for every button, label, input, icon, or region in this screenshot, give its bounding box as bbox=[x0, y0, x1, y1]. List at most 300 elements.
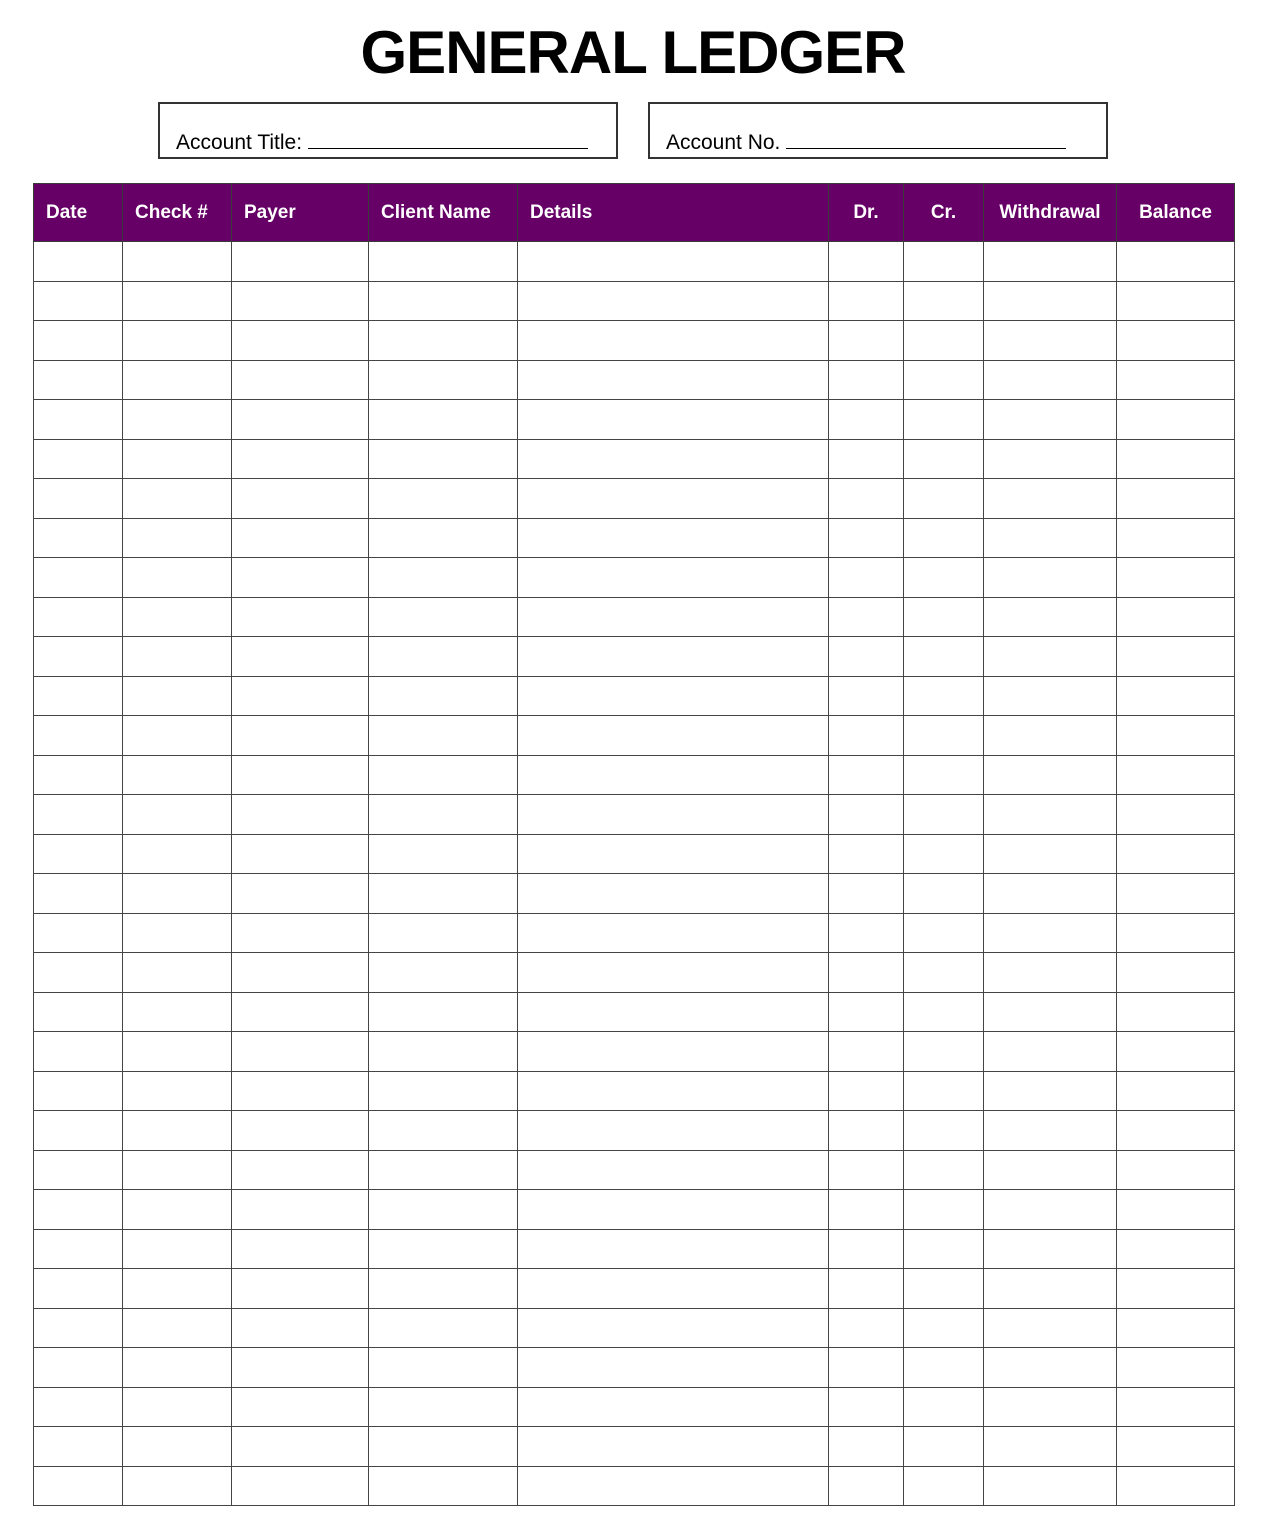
cell-client-name[interactable] bbox=[369, 1111, 518, 1151]
cell-details[interactable] bbox=[518, 1071, 829, 1111]
table-row bbox=[34, 597, 1235, 637]
cell-date[interactable] bbox=[34, 479, 123, 519]
cell-payer[interactable] bbox=[232, 1387, 369, 1427]
cell-cr[interactable] bbox=[904, 242, 984, 282]
cell-client-name[interactable] bbox=[369, 953, 518, 993]
cell-client-name[interactable] bbox=[369, 1032, 518, 1072]
cell-check[interactable] bbox=[123, 360, 232, 400]
cell-dr[interactable] bbox=[829, 439, 904, 479]
cell-withdrawal[interactable] bbox=[984, 479, 1117, 519]
cell-withdrawal[interactable] bbox=[984, 281, 1117, 321]
cell-date[interactable] bbox=[34, 834, 123, 874]
cell-withdrawal[interactable] bbox=[984, 1032, 1117, 1072]
cell-check[interactable] bbox=[123, 1150, 232, 1190]
cell-withdrawal[interactable] bbox=[984, 1269, 1117, 1309]
cell-dr[interactable] bbox=[829, 518, 904, 558]
cell-details[interactable] bbox=[518, 795, 829, 835]
cell-client-name[interactable] bbox=[369, 242, 518, 282]
cell-balance[interactable] bbox=[1117, 637, 1235, 677]
cell-client-name[interactable] bbox=[369, 795, 518, 835]
cell-client-name[interactable] bbox=[369, 1466, 518, 1506]
cell-check[interactable] bbox=[123, 755, 232, 795]
cell-cr[interactable] bbox=[904, 518, 984, 558]
cell-check[interactable] bbox=[123, 479, 232, 519]
cell-date[interactable] bbox=[34, 795, 123, 835]
cell-client-name[interactable] bbox=[369, 479, 518, 519]
cell-cr[interactable] bbox=[904, 1348, 984, 1388]
cell-dr[interactable] bbox=[829, 1150, 904, 1190]
cell-dr[interactable] bbox=[829, 1348, 904, 1388]
cell-payer[interactable] bbox=[232, 439, 369, 479]
cell-client-name[interactable] bbox=[369, 913, 518, 953]
cell-client-name[interactable] bbox=[369, 321, 518, 361]
cell-check[interactable] bbox=[123, 913, 232, 953]
cell-check[interactable] bbox=[123, 1269, 232, 1309]
cell-details[interactable] bbox=[518, 637, 829, 677]
cell-dr[interactable] bbox=[829, 992, 904, 1032]
cell-payer[interactable] bbox=[232, 1308, 369, 1348]
cell-withdrawal[interactable] bbox=[984, 992, 1117, 1032]
cell-balance[interactable] bbox=[1117, 834, 1235, 874]
cell-withdrawal[interactable] bbox=[984, 1308, 1117, 1348]
cell-payer[interactable] bbox=[232, 518, 369, 558]
cell-cr[interactable] bbox=[904, 479, 984, 519]
cell-details[interactable] bbox=[518, 1150, 829, 1190]
cell-cr[interactable] bbox=[904, 439, 984, 479]
cell-check[interactable] bbox=[123, 518, 232, 558]
cell-withdrawal[interactable] bbox=[984, 637, 1117, 677]
cell-check[interactable] bbox=[123, 321, 232, 361]
cell-client-name[interactable] bbox=[369, 874, 518, 914]
cell-withdrawal[interactable] bbox=[984, 1387, 1117, 1427]
cell-balance[interactable] bbox=[1117, 1387, 1235, 1427]
cell-cr[interactable] bbox=[904, 953, 984, 993]
column-header-dr: Dr. bbox=[829, 184, 904, 242]
cell-client-name[interactable] bbox=[369, 1229, 518, 1269]
cell-withdrawal[interactable] bbox=[984, 360, 1117, 400]
cell-client-name[interactable] bbox=[369, 1071, 518, 1111]
cell-client-name[interactable] bbox=[369, 716, 518, 756]
cell-check[interactable] bbox=[123, 637, 232, 677]
cell-date[interactable] bbox=[34, 676, 123, 716]
cell-check[interactable] bbox=[123, 1190, 232, 1230]
cell-dr[interactable] bbox=[829, 795, 904, 835]
cell-details[interactable] bbox=[518, 400, 829, 440]
cell-dr[interactable] bbox=[829, 716, 904, 756]
cell-withdrawal[interactable] bbox=[984, 874, 1117, 914]
cell-details[interactable] bbox=[518, 1269, 829, 1309]
cell-payer[interactable] bbox=[232, 1348, 369, 1388]
cell-details[interactable] bbox=[518, 439, 829, 479]
table-row bbox=[34, 1348, 1235, 1388]
cell-payer[interactable] bbox=[232, 242, 369, 282]
cell-balance[interactable] bbox=[1117, 953, 1235, 993]
cell-cr[interactable] bbox=[904, 992, 984, 1032]
cell-cr[interactable] bbox=[904, 834, 984, 874]
cell-details[interactable] bbox=[518, 834, 829, 874]
cell-client-name[interactable] bbox=[369, 676, 518, 716]
cell-date[interactable] bbox=[34, 400, 123, 440]
cell-details[interactable] bbox=[518, 1466, 829, 1506]
cell-details[interactable] bbox=[518, 518, 829, 558]
cell-balance[interactable] bbox=[1117, 1466, 1235, 1506]
cell-payer[interactable] bbox=[232, 1111, 369, 1151]
cell-date[interactable] bbox=[34, 1269, 123, 1309]
table-row bbox=[34, 439, 1235, 479]
cell-dr[interactable] bbox=[829, 637, 904, 677]
cell-details[interactable] bbox=[518, 953, 829, 993]
cell-cr[interactable] bbox=[904, 1308, 984, 1348]
cell-balance[interactable] bbox=[1117, 281, 1235, 321]
cell-cr[interactable] bbox=[904, 1269, 984, 1309]
cell-check[interactable] bbox=[123, 992, 232, 1032]
cell-check[interactable] bbox=[123, 439, 232, 479]
cell-payer[interactable] bbox=[232, 1466, 369, 1506]
cell-balance[interactable] bbox=[1117, 874, 1235, 914]
cell-details[interactable] bbox=[518, 479, 829, 519]
cell-payer[interactable] bbox=[232, 953, 369, 993]
cell-check[interactable] bbox=[123, 1348, 232, 1388]
cell-date[interactable] bbox=[34, 1466, 123, 1506]
cell-client-name[interactable] bbox=[369, 834, 518, 874]
cell-date[interactable] bbox=[34, 1071, 123, 1111]
cell-check[interactable] bbox=[123, 1071, 232, 1111]
cell-withdrawal[interactable] bbox=[984, 558, 1117, 598]
cell-client-name[interactable] bbox=[369, 1150, 518, 1190]
cell-dr[interactable] bbox=[829, 953, 904, 993]
cell-details[interactable] bbox=[518, 1348, 829, 1388]
cell-cr[interactable] bbox=[904, 716, 984, 756]
cell-details[interactable] bbox=[518, 321, 829, 361]
cell-payer[interactable] bbox=[232, 992, 369, 1032]
cell-details[interactable] bbox=[518, 1111, 829, 1151]
cell-client-name[interactable] bbox=[369, 518, 518, 558]
cell-date[interactable] bbox=[34, 1150, 123, 1190]
cell-cr[interactable] bbox=[904, 1427, 984, 1467]
cell-payer[interactable] bbox=[232, 400, 369, 440]
cell-client-name[interactable] bbox=[369, 1387, 518, 1427]
cell-balance[interactable] bbox=[1117, 597, 1235, 637]
cell-date[interactable] bbox=[34, 913, 123, 953]
cell-balance[interactable] bbox=[1117, 1229, 1235, 1269]
cell-dr[interactable] bbox=[829, 1387, 904, 1427]
cell-client-name[interactable] bbox=[369, 992, 518, 1032]
cell-balance[interactable] bbox=[1117, 1269, 1235, 1309]
cell-details[interactable] bbox=[518, 1190, 829, 1230]
cell-payer[interactable] bbox=[232, 755, 369, 795]
cell-payer[interactable] bbox=[232, 360, 369, 400]
cell-dr[interactable] bbox=[829, 597, 904, 637]
cell-dr[interactable] bbox=[829, 1071, 904, 1111]
cell-date[interactable] bbox=[34, 1308, 123, 1348]
cell-payer[interactable] bbox=[232, 1071, 369, 1111]
cell-balance[interactable] bbox=[1117, 1111, 1235, 1151]
cell-date[interactable] bbox=[34, 360, 123, 400]
cell-details[interactable] bbox=[518, 558, 829, 598]
cell-withdrawal[interactable] bbox=[984, 1190, 1117, 1230]
cell-payer[interactable] bbox=[232, 676, 369, 716]
cell-withdrawal[interactable] bbox=[984, 400, 1117, 440]
cell-check[interactable] bbox=[123, 1387, 232, 1427]
cell-details[interactable] bbox=[518, 242, 829, 282]
cell-check[interactable] bbox=[123, 1308, 232, 1348]
cell-balance[interactable] bbox=[1117, 400, 1235, 440]
cell-cr[interactable] bbox=[904, 874, 984, 914]
cell-check[interactable] bbox=[123, 597, 232, 637]
cell-balance[interactable] bbox=[1117, 1348, 1235, 1388]
cell-balance[interactable] bbox=[1117, 795, 1235, 835]
cell-cr[interactable] bbox=[904, 1387, 984, 1427]
cell-dr[interactable] bbox=[829, 1269, 904, 1309]
cell-balance[interactable] bbox=[1117, 913, 1235, 953]
cell-cr[interactable] bbox=[904, 637, 984, 677]
cell-cr[interactable] bbox=[904, 558, 984, 598]
cell-cr[interactable] bbox=[904, 795, 984, 835]
cell-date[interactable] bbox=[34, 1032, 123, 1072]
cell-date[interactable] bbox=[34, 439, 123, 479]
cell-client-name[interactable] bbox=[369, 1427, 518, 1467]
cell-payer[interactable] bbox=[232, 795, 369, 835]
account-title-blank[interactable] bbox=[308, 130, 588, 149]
cell-withdrawal[interactable] bbox=[984, 716, 1117, 756]
table-row bbox=[34, 1111, 1235, 1151]
cell-payer[interactable] bbox=[232, 637, 369, 677]
cell-cr[interactable] bbox=[904, 360, 984, 400]
cell-check[interactable] bbox=[123, 834, 232, 874]
cell-cr[interactable] bbox=[904, 281, 984, 321]
cell-balance[interactable] bbox=[1117, 1150, 1235, 1190]
cell-date[interactable] bbox=[34, 1111, 123, 1151]
cell-details[interactable] bbox=[518, 281, 829, 321]
cell-check[interactable] bbox=[123, 558, 232, 598]
cell-balance[interactable] bbox=[1117, 321, 1235, 361]
cell-cr[interactable] bbox=[904, 1190, 984, 1230]
cell-withdrawal[interactable] bbox=[984, 1348, 1117, 1388]
cell-date[interactable] bbox=[34, 281, 123, 321]
cell-balance[interactable] bbox=[1117, 242, 1235, 282]
cell-balance[interactable] bbox=[1117, 558, 1235, 598]
cell-dr[interactable] bbox=[829, 1308, 904, 1348]
cell-date[interactable] bbox=[34, 716, 123, 756]
cell-check[interactable] bbox=[123, 1229, 232, 1269]
cell-check[interactable] bbox=[123, 1111, 232, 1151]
cell-payer[interactable] bbox=[232, 1190, 369, 1230]
cell-date[interactable] bbox=[34, 558, 123, 598]
cell-dr[interactable] bbox=[829, 1427, 904, 1467]
cell-client-name[interactable] bbox=[369, 558, 518, 598]
account-number-blank[interactable] bbox=[786, 130, 1066, 149]
cell-withdrawal[interactable] bbox=[984, 1150, 1117, 1190]
cell-withdrawal[interactable] bbox=[984, 913, 1117, 953]
cell-payer[interactable] bbox=[232, 281, 369, 321]
cell-withdrawal[interactable] bbox=[984, 676, 1117, 716]
cell-withdrawal[interactable] bbox=[984, 795, 1117, 835]
cell-balance[interactable] bbox=[1117, 1190, 1235, 1230]
cell-dr[interactable] bbox=[829, 400, 904, 440]
cell-date[interactable] bbox=[34, 992, 123, 1032]
cell-client-name[interactable] bbox=[369, 400, 518, 440]
cell-payer[interactable] bbox=[232, 1229, 369, 1269]
cell-check[interactable] bbox=[123, 676, 232, 716]
cell-cr[interactable] bbox=[904, 321, 984, 361]
cell-client-name[interactable] bbox=[369, 1348, 518, 1388]
account-title-field[interactable] bbox=[176, 130, 588, 155]
cell-check[interactable] bbox=[123, 953, 232, 993]
cell-withdrawal[interactable] bbox=[984, 834, 1117, 874]
cell-cr[interactable] bbox=[904, 1111, 984, 1151]
cell-balance[interactable] bbox=[1117, 1032, 1235, 1072]
cell-cr[interactable] bbox=[904, 1032, 984, 1072]
cell-payer[interactable] bbox=[232, 1269, 369, 1309]
cell-withdrawal[interactable] bbox=[984, 518, 1117, 558]
cell-date[interactable] bbox=[34, 1427, 123, 1467]
cell-details[interactable] bbox=[518, 874, 829, 914]
cell-dr[interactable] bbox=[829, 1032, 904, 1072]
cell-balance[interactable] bbox=[1117, 1427, 1235, 1467]
cell-check[interactable] bbox=[123, 1427, 232, 1467]
cell-payer[interactable] bbox=[232, 716, 369, 756]
cell-details[interactable] bbox=[518, 1229, 829, 1269]
cell-payer[interactable] bbox=[232, 913, 369, 953]
cell-dr[interactable] bbox=[829, 558, 904, 598]
cell-client-name[interactable] bbox=[369, 1269, 518, 1309]
cell-cr[interactable] bbox=[904, 1071, 984, 1111]
cell-details[interactable] bbox=[518, 1387, 829, 1427]
cell-date[interactable] bbox=[34, 755, 123, 795]
cell-check[interactable] bbox=[123, 1466, 232, 1506]
cell-details[interactable] bbox=[518, 676, 829, 716]
cell-date[interactable] bbox=[34, 1229, 123, 1269]
cell-details[interactable] bbox=[518, 755, 829, 795]
cell-dr[interactable] bbox=[829, 281, 904, 321]
cell-client-name[interactable] bbox=[369, 1308, 518, 1348]
cell-balance[interactable] bbox=[1117, 716, 1235, 756]
cell-client-name[interactable] bbox=[369, 637, 518, 677]
cell-payer[interactable] bbox=[232, 874, 369, 914]
cell-dr[interactable] bbox=[829, 1190, 904, 1230]
cell-details[interactable] bbox=[518, 360, 829, 400]
cell-withdrawal[interactable] bbox=[984, 1427, 1117, 1467]
cell-check[interactable] bbox=[123, 874, 232, 914]
cell-payer[interactable] bbox=[232, 321, 369, 361]
cell-balance[interactable] bbox=[1117, 1071, 1235, 1111]
cell-payer[interactable] bbox=[232, 834, 369, 874]
cell-withdrawal[interactable] bbox=[984, 755, 1117, 795]
cell-date[interactable] bbox=[34, 1190, 123, 1230]
cell-client-name[interactable] bbox=[369, 1190, 518, 1230]
cell-cr[interactable] bbox=[904, 755, 984, 795]
cell-payer[interactable] bbox=[232, 479, 369, 519]
cell-dr[interactable] bbox=[829, 874, 904, 914]
cell-balance[interactable] bbox=[1117, 518, 1235, 558]
cell-check[interactable] bbox=[123, 795, 232, 835]
cell-check[interactable] bbox=[123, 242, 232, 282]
cell-client-name[interactable] bbox=[369, 439, 518, 479]
cell-withdrawal[interactable] bbox=[984, 953, 1117, 993]
cell-dr[interactable] bbox=[829, 913, 904, 953]
cell-client-name[interactable] bbox=[369, 597, 518, 637]
cell-balance[interactable] bbox=[1117, 479, 1235, 519]
cell-withdrawal[interactable] bbox=[984, 597, 1117, 637]
cell-client-name[interactable] bbox=[369, 755, 518, 795]
cell-withdrawal[interactable] bbox=[984, 321, 1117, 361]
cell-date[interactable] bbox=[34, 1348, 123, 1388]
cell-dr[interactable] bbox=[829, 1111, 904, 1151]
cell-withdrawal[interactable] bbox=[984, 439, 1117, 479]
cell-withdrawal[interactable] bbox=[984, 1229, 1117, 1269]
cell-cr[interactable] bbox=[904, 400, 984, 440]
cell-withdrawal[interactable] bbox=[984, 1466, 1117, 1506]
cell-dr[interactable] bbox=[829, 1466, 904, 1506]
cell-withdrawal[interactable] bbox=[984, 1071, 1117, 1111]
cell-dr[interactable] bbox=[829, 321, 904, 361]
cell-details[interactable] bbox=[518, 992, 829, 1032]
cell-balance[interactable] bbox=[1117, 755, 1235, 795]
cell-payer[interactable] bbox=[232, 558, 369, 598]
cell-payer[interactable] bbox=[232, 1150, 369, 1190]
cell-date[interactable] bbox=[34, 874, 123, 914]
cell-client-name[interactable] bbox=[369, 360, 518, 400]
cell-dr[interactable] bbox=[829, 360, 904, 400]
cell-dr[interactable] bbox=[829, 1229, 904, 1269]
cell-dr[interactable] bbox=[829, 479, 904, 519]
cell-withdrawal[interactable] bbox=[984, 242, 1117, 282]
cell-dr[interactable] bbox=[829, 242, 904, 282]
cell-details[interactable] bbox=[518, 1308, 829, 1348]
cell-date[interactable] bbox=[34, 953, 123, 993]
table-row bbox=[34, 558, 1235, 598]
cell-balance[interactable] bbox=[1117, 992, 1235, 1032]
cell-date[interactable] bbox=[34, 242, 123, 282]
cell-balance[interactable] bbox=[1117, 676, 1235, 716]
cell-cr[interactable] bbox=[904, 1229, 984, 1269]
account-number-field[interactable] bbox=[666, 130, 1066, 155]
cell-check[interactable] bbox=[123, 281, 232, 321]
cell-details[interactable] bbox=[518, 597, 829, 637]
table-row bbox=[34, 1269, 1235, 1309]
cell-payer[interactable] bbox=[232, 1032, 369, 1072]
cell-details[interactable] bbox=[518, 716, 829, 756]
cell-cr[interactable] bbox=[904, 1150, 984, 1190]
cell-details[interactable] bbox=[518, 1032, 829, 1072]
cell-payer[interactable] bbox=[232, 597, 369, 637]
cell-withdrawal[interactable] bbox=[984, 1111, 1117, 1151]
cell-date[interactable] bbox=[34, 321, 123, 361]
cell-date[interactable] bbox=[34, 637, 123, 677]
cell-balance[interactable] bbox=[1117, 1308, 1235, 1348]
cell-dr[interactable] bbox=[829, 755, 904, 795]
cell-payer[interactable] bbox=[232, 1427, 369, 1467]
cell-date[interactable] bbox=[34, 1387, 123, 1427]
cell-details[interactable] bbox=[518, 1427, 829, 1467]
cell-cr[interactable] bbox=[904, 913, 984, 953]
cell-date[interactable] bbox=[34, 518, 123, 558]
cell-balance[interactable] bbox=[1117, 360, 1235, 400]
cell-check[interactable] bbox=[123, 716, 232, 756]
cell-client-name[interactable] bbox=[369, 281, 518, 321]
cell-balance[interactable] bbox=[1117, 439, 1235, 479]
cell-cr[interactable] bbox=[904, 676, 984, 716]
cell-dr[interactable] bbox=[829, 834, 904, 874]
cell-date[interactable] bbox=[34, 597, 123, 637]
cell-details[interactable] bbox=[518, 913, 829, 953]
cell-cr[interactable] bbox=[904, 597, 984, 637]
column-header-date: Date bbox=[34, 184, 123, 242]
cell-cr[interactable] bbox=[904, 1466, 984, 1506]
cell-check[interactable] bbox=[123, 1032, 232, 1072]
cell-check[interactable] bbox=[123, 400, 232, 440]
cell-dr[interactable] bbox=[829, 676, 904, 716]
